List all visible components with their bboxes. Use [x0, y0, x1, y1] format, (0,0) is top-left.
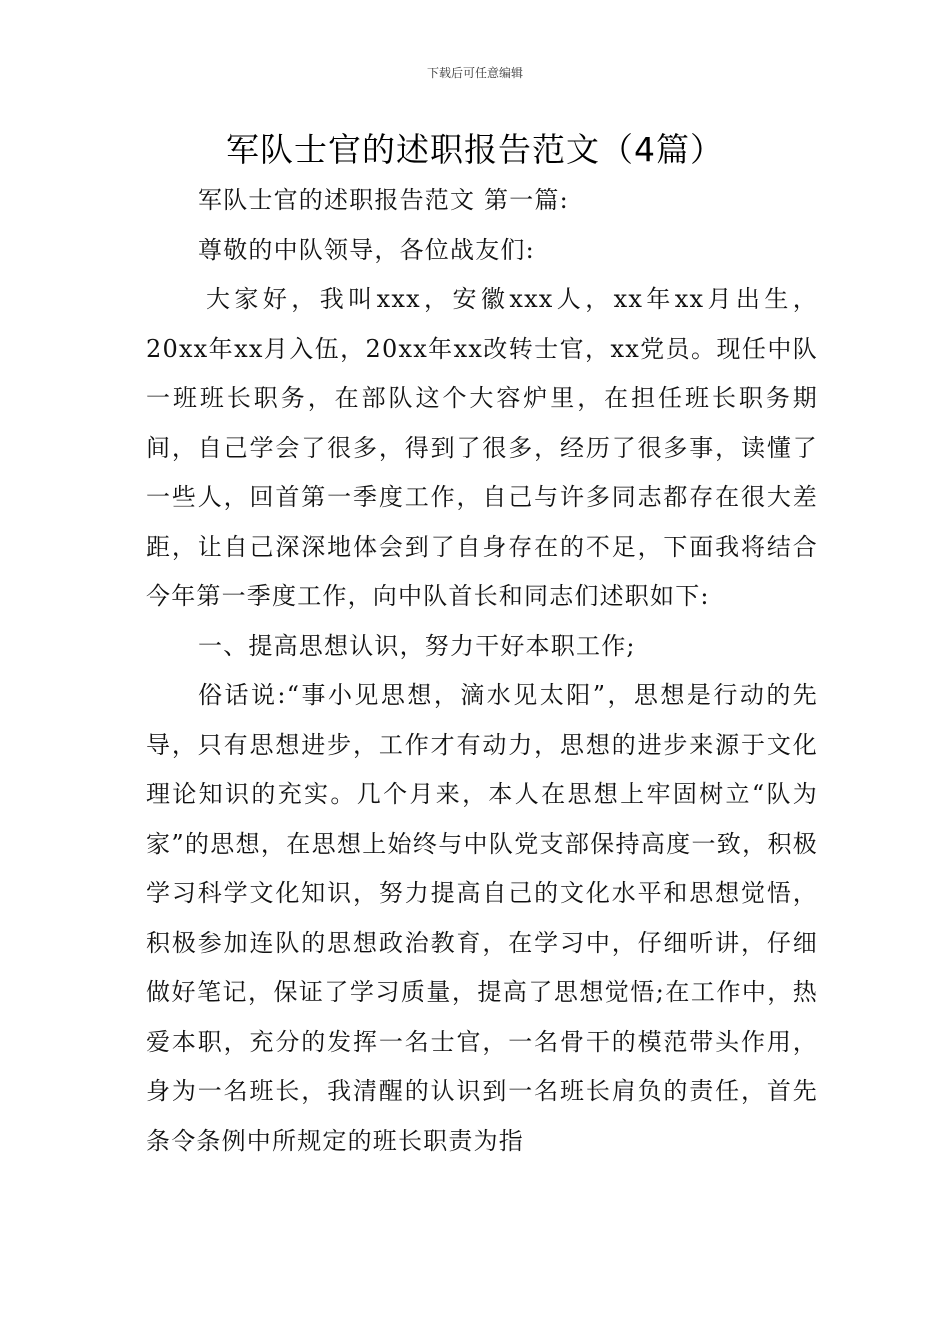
section-heading: 军队士官的述职报告范文 第一篇:	[198, 186, 569, 214]
document-body	[146, 176, 818, 1166]
subheading: 一、提高思想认识，努力干好本职工作;	[198, 631, 636, 660]
body-paragraph: 大家好，我叫xxx，安徽xxx人，xx年xx月出生，20xx年xx月入伍，20xx年xx改转士官，xx党员。现任中队一班班长职务，在部队这个大容炉里，在担任班长职务期间，自己学会了很多，得到了很多，经历了很多事，读懂了一些人，回首第一季度工作，自己与许多同志都存在很大差距，让自己深深地体会到了自身存在的不足，下面我将结合今年第一季度工作，向中队首长和同志们述职如下:	[146, 285, 818, 610]
salutation: 尊敬的中队领导，各位战友们:	[198, 235, 535, 264]
header-note: 下载后可任意编辑	[426, 66, 523, 80]
document-title: 军队士官的述职报告范文（4篇）	[226, 130, 724, 169]
body-paragraph: 俗话说:“事小见思想，滴水见太阳”，思想是行动的先导，只有思想进步，工作才有动力，思想的进步来源于文化理论知识的充实。几个月来，本人在思想上牢固树立“队为家”的思想，在思想上始终与中队党支部保持高度一致，积极学习科学文化知识，努力提高自己的文化水平和思想觉悟，积极参加连队的思想政治教育，在学习中，仔细听讲，仔细做好笔记，保证了学习质量，提高了思想觉悟;在工作中，热爱本职，充分的发挥一名士官，一名骨干的模范带头作用，身为一名班长，我清醒的认识到一名班长肩负的责任，首先条令条例中所规定的班长职责为指	[146, 681, 818, 1155]
